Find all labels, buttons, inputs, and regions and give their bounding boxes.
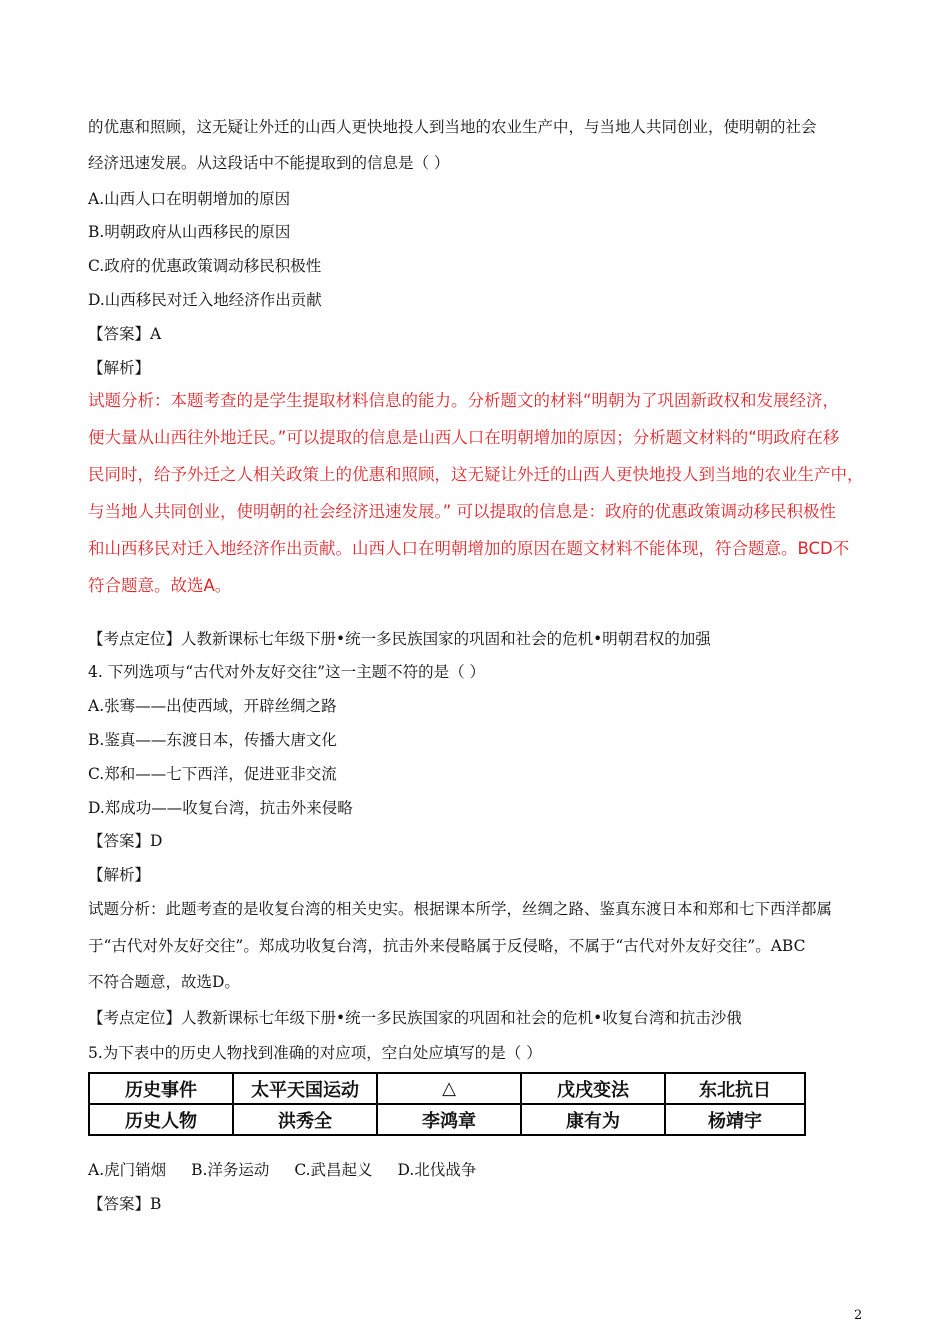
table-cell: △ xyxy=(377,1073,521,1104)
q3-continuation-1: 的优惠和照顾，这无疑让外迁的山西人更快地投人到当地的农业生产中，与当地人共同创业，使明朝的社会 xyxy=(88,118,817,136)
q3-analysis-line-1: 试题分析：本题考查的是学生提取材料信息的能力。分析题文的材料“明朝为了巩固新政权和发展经济， xyxy=(88,391,840,410)
q4-kaodian: 【考点定位】人教新课标七年级下册•统一多民族国家的巩固和社会的危机•收复台湾和抗击沙俄 xyxy=(88,1009,742,1027)
q3-jiexi-label: 【解析】 xyxy=(88,359,151,377)
q3-analysis-line-5: 和山西移民对迁入地经济作出贡献。山西人口在明朝增加的原因在题文材料不能体现，符合题意。BCD不 xyxy=(88,539,850,558)
table-cell: 戊戌变法 xyxy=(521,1073,665,1104)
q5-option-a: A.虎门销烟 xyxy=(88,1161,167,1179)
q3-continuation-2: 经济迅速发展。从这段话中不能提取到的信息是（ ） xyxy=(88,154,450,172)
page-number: 2 xyxy=(854,1308,863,1323)
table-cell: 李鸿章 xyxy=(377,1104,521,1135)
table-cell: 太平天国运动 xyxy=(233,1073,377,1104)
q4-option-d: D.郑成功——收复台湾，抗击外来侵略 xyxy=(88,799,353,817)
table-cell: 康有为 xyxy=(521,1104,665,1135)
q4-stem: 4. 下列选项与“古代对外友好交往”这一主题不符的是（ ） xyxy=(88,663,485,681)
q4-analysis-line-1: 试题分析：此题考查的是收复台湾的相关史实。根据课本所学，丝绸之路、鉴真东渡日本和郑和七下西洋都属 xyxy=(88,900,833,918)
q4-option-b: B.鉴真——东渡日本，传播大唐文化 xyxy=(88,731,337,749)
table-cell: 洪秀全 xyxy=(233,1104,377,1135)
q5-option-b: B.洋务运动 xyxy=(191,1161,270,1179)
table-cell: 东北抗日 xyxy=(665,1073,805,1104)
q3-analysis-line-6: 符合题意。故选A。 xyxy=(88,576,232,595)
q3-analysis-line-3: 民同时，给予外迁之人相关政策上的优惠和照顾，这无疑让外迁的山西人更快地投人到当地的农业生产中， xyxy=(88,465,864,484)
table-row-events xyxy=(89,1073,805,1104)
q4-analysis-line-2: 于“古代对外友好交往”。郑成功收复台湾，抗击外来侵略属于反侵略，不属于“古代对外友好交往”。ABC xyxy=(88,937,806,955)
q5-stem: 5.为下表中的历史人物找到准确的对应项，空白处应填写的是（ ） xyxy=(88,1044,542,1062)
table-cell: 杨靖宇 xyxy=(665,1104,805,1135)
q3-analysis-line-2: 便大量从山西往外地迁民。”可以提取的信息是山西人口在明朝增加的原因；分析题文材料的“明政府在移 xyxy=(88,428,840,447)
q4-option-a: A.张骞——出使西域，开辟丝绸之路 xyxy=(88,697,337,715)
q5-answer: 【答案】B xyxy=(88,1195,162,1213)
table-row-figures xyxy=(89,1104,805,1135)
q3-option-d: D.山西移民对迁入地经济作出贡献 xyxy=(88,291,322,309)
q3-kaodian: 【考点定位】人教新课标七年级下册•统一多民族国家的巩固和社会的危机•明朝君权的加强 xyxy=(88,630,711,648)
q5-option-d: D.北伐战争 xyxy=(397,1161,477,1179)
history-table xyxy=(88,1072,806,1136)
q4-jiexi-label: 【解析】 xyxy=(88,866,151,884)
q4-option-c: C.郑和——七下西洋，促进亚非交流 xyxy=(88,765,337,783)
table-cell: 历史人物 xyxy=(89,1104,233,1135)
q5-option-c: C.武昌起义 xyxy=(294,1161,373,1179)
q3-option-c: C.政府的优惠政策调动移民积极性 xyxy=(88,257,322,275)
q3-option-a: A.山西人口在明朝增加的原因 xyxy=(88,190,291,208)
q3-option-b: B.明朝政府从山西移民的原因 xyxy=(88,223,291,241)
q4-answer: 【答案】D xyxy=(88,832,163,850)
q4-analysis-line-3: 不符合题意，故选D。 xyxy=(88,973,240,991)
table-cell: 历史事件 xyxy=(89,1073,233,1104)
q3-answer: 【答案】A xyxy=(88,325,162,343)
q3-analysis-line-4: 与当地人共同创业，使明朝的社会经济迅速发展。” 可以提取的信息是：政府的优惠政策调动移民积极性 xyxy=(88,502,837,521)
q5-options xyxy=(88,1159,496,1181)
